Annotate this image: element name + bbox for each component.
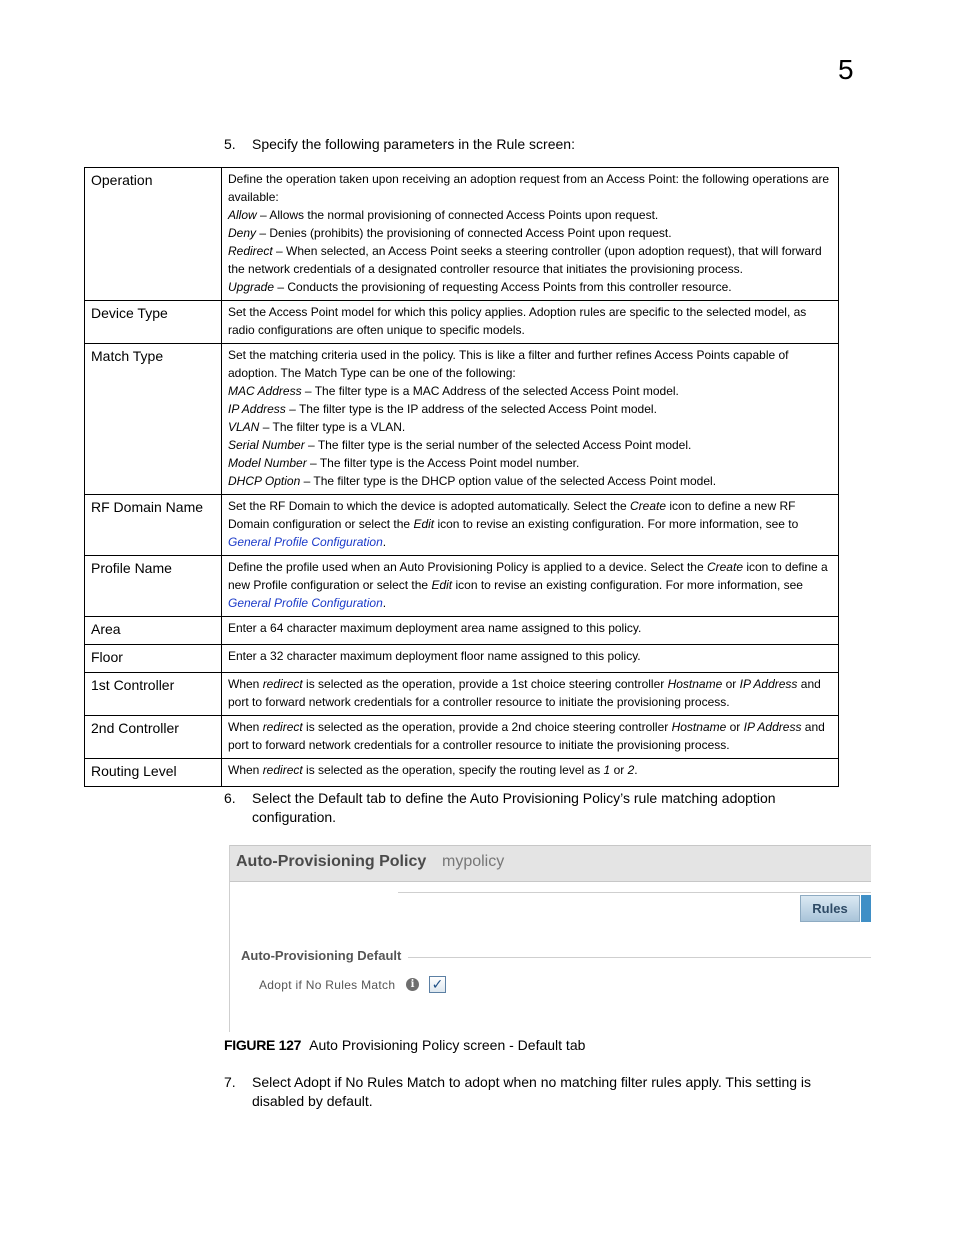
ui-term: Default <box>318 790 363 806</box>
param-name: Match Type <box>85 344 222 495</box>
checkmark-icon: ✓ <box>431 976 444 992</box>
adopt-if-no-rules-match-label: Adopt if No Rules Match <box>259 978 396 992</box>
table-row <box>85 301 839 344</box>
step-6 <box>224 789 854 827</box>
table-row <box>85 716 839 759</box>
param-name: 2nd Controller <box>85 716 222 759</box>
param-name: Area <box>85 617 222 645</box>
ui-term: Rule <box>496 136 526 152</box>
param-name: Device Type <box>85 301 222 344</box>
figure-caption-text: Auto Provisioning Policy screen - Default tab <box>309 1037 586 1053</box>
param-description: Define the operation taken upon receiving an adoption request from an Access Point: the following operations are available: Allow – Allows the normal provisioning of connected Access Points upon request. Deny – Denies (prohibits) the provisioning of connected Access Point upon request. Redirect – When selected, an Access Point seeks a steering controller (upon adoption request), that will forward the network credentials of a designated controller resource that initiates the provisioning process. Upgrade – Conducts the provisioning of requesting Access Points from this controller resource. <box>222 168 839 301</box>
param-description: When redirect is selected as the operation, specify the routing level as 1 or 2. <box>222 759 839 787</box>
info-icon: i <box>406 978 419 991</box>
param-name: 1st Controller <box>85 673 222 716</box>
step-number: 7. <box>224 1074 236 1090</box>
figure-caption <box>224 1036 585 1054</box>
table-row <box>85 344 839 495</box>
param-name: Profile Name <box>85 556 222 617</box>
param-name: RF Domain Name <box>85 495 222 556</box>
chapter-number: 5 <box>838 54 854 85</box>
param-description: Enter a 64 character maximum deployment area name assigned to this policy. <box>222 617 839 645</box>
screen-title: Auto-Provisioning Policy <box>236 853 427 870</box>
param-description: Define the profile used when an Auto Provisioning Policy is applied to a device. Select the Create icon to define a new Profile configuration or select the Edit icon to revise an existing configuration. For more information, see General Profile Configuration. <box>222 556 839 617</box>
step-7 <box>224 1073 854 1111</box>
tab-strip-divider <box>398 892 871 893</box>
param-description: Enter a 32 character maximum deployment floor name assigned to this policy. <box>222 645 839 673</box>
param-description: Set the matching criteria used in the policy. This is like a filter and further refines Access Points capable of adoption. The Match Type can be one of the following: MAC Address – The filter type is a MAC Address of the selected Access Point model. IP Address – The filter type is the IP address of the selected Access Point model. VLAN – The filter type is a VLAN. Serial Number – The filter type is the serial number of the selected Access Point model. Model Number – The filter type is the Access Point model number. DHCP Option – The filter type is the DHCP option value of the selected Access Point model. <box>222 344 839 495</box>
table-row <box>85 556 839 617</box>
policy-name: mypolicy <box>442 853 505 870</box>
figure-label: FIGURE 127 <box>224 1037 302 1053</box>
ui-term: Adopt if No Rules Match <box>294 1074 445 1090</box>
step-number: 6. <box>224 790 236 806</box>
param-description: When redirect is selected as the operation, provide a 2nd choice steering controller Hostname or IP Address and port to forward network credentials for a controller resource to initiate the provisioning process. <box>222 716 839 759</box>
table-row <box>85 673 839 716</box>
embedded-screenshot <box>229 845 871 1032</box>
general-profile-config-link[interactable]: General Profile Configuration <box>228 535 383 549</box>
step-text: Specify the following parameters in the Rule screen: <box>252 136 575 152</box>
section-divider <box>408 957 871 958</box>
table-row <box>85 495 839 556</box>
step-5 <box>224 135 854 154</box>
param-description: When redirect is selected as the operation, provide a 1st choice steering controller Hostname or IP Address and port to forward network credentials for a controller resource to initiate the provisioning process. <box>222 673 839 716</box>
parameters-table <box>84 167 839 787</box>
param-description: Set the RF Domain to which the device is adopted automatically. Select the Create icon to define a new RF Domain configuration or select the Edit icon to revise an existing configuration. For more information, see to General Profile Configuration. <box>222 495 839 556</box>
adopt-if-no-rules-match-checkbox[interactable] <box>429 976 446 993</box>
screen-header <box>230 845 871 882</box>
table-row <box>85 617 839 645</box>
param-description: Set the Access Point model for which this policy applies. Adoption rules are specific to the selected model, as radio configurations are often unique to specific models. <box>222 301 839 344</box>
general-profile-config-link[interactable]: General Profile Configuration <box>228 596 383 610</box>
param-name: Operation <box>85 168 222 301</box>
tab-strip-edge <box>861 895 871 922</box>
section-heading: Auto-Provisioning Default <box>241 948 407 963</box>
step-text: Select the Default tab to define the Auto Provisioning Policy’s rule matching adoption configuration. <box>252 790 776 825</box>
table-row <box>85 759 839 787</box>
param-name: Routing Level <box>85 759 222 787</box>
step-text: Select Adopt if No Rules Match to adopt when no matching filter rules apply. This setting is disabled by default. <box>252 1074 812 1109</box>
param-name: Floor <box>85 645 222 673</box>
tab-rules[interactable]: Rules <box>800 895 860 922</box>
table-row <box>85 168 839 301</box>
step-number: 5. <box>224 136 236 152</box>
table-row <box>85 645 839 673</box>
